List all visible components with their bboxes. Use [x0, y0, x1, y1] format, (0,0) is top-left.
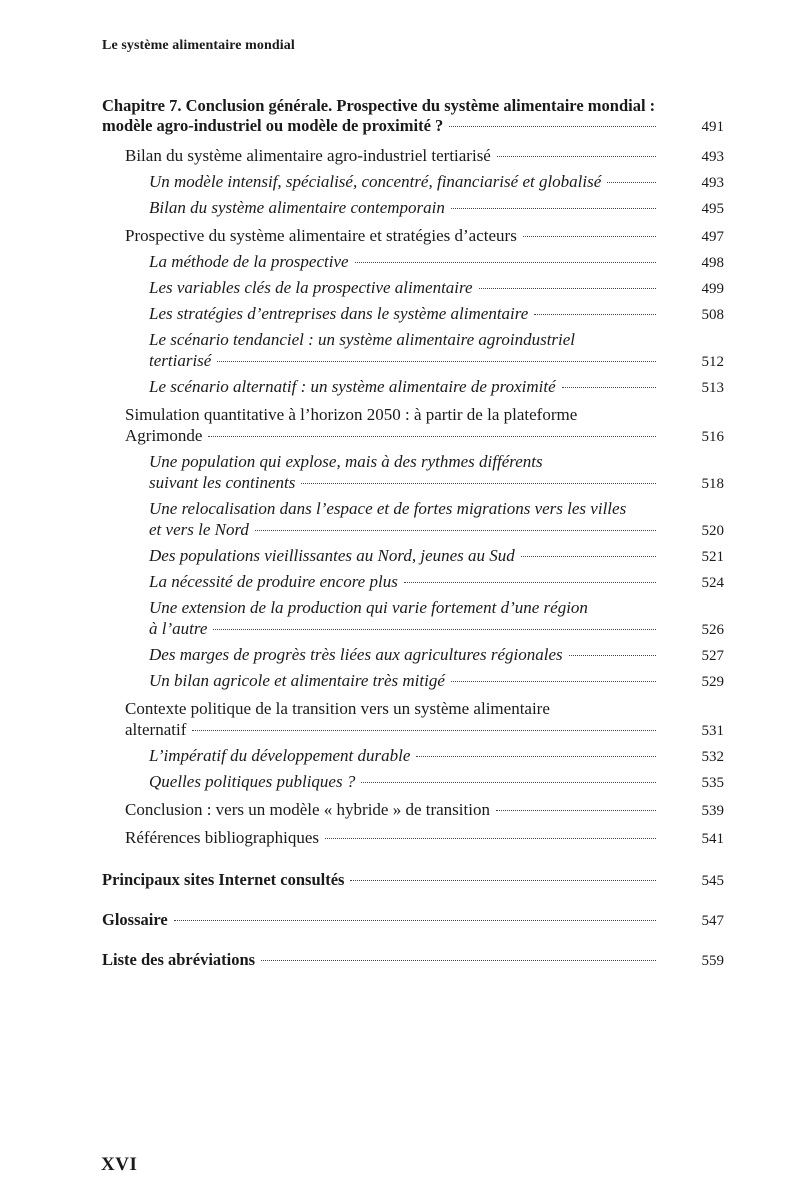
entry-page-number: 529 — [701, 674, 724, 690]
entry-title: suivant les continents — [149, 473, 296, 492]
table-of-contents — [102, 96, 724, 971]
entry-title: Les variables clés de la prospective alimentaire — [149, 278, 473, 297]
entry-page-number: 493 — [701, 175, 724, 191]
dot-leader — [416, 756, 656, 757]
entry-title: Références bibliographiques — [125, 828, 320, 847]
page-number: XVI — [101, 1154, 138, 1175]
entry-page-number: 498 — [701, 255, 724, 271]
entry-page-number: 513 — [701, 380, 724, 396]
entry-page-number: 524 — [701, 575, 724, 591]
chapter-title-line1: Chapitre 7. Conclusion générale. Prospective du système alimentaire mondial : — [102, 96, 656, 115]
entry-title: La nécessité de produire encore plus — [149, 572, 398, 591]
entry-title-line1: Une relocalisation dans l’espace et de fortes migrations vers les villes — [149, 499, 627, 518]
dot-leader — [325, 838, 656, 839]
entry-page-number: 526 — [701, 622, 724, 638]
toc-section-entry[interactable] — [102, 145, 724, 168]
toc-subsection-entry[interactable] — [102, 545, 724, 568]
entry-title: tertiarisé — [149, 351, 212, 370]
dot-leader — [361, 782, 656, 783]
toc-section-entry[interactable] — [102, 225, 724, 248]
entry-page-number: 531 — [701, 723, 724, 739]
toc-subsection-entry[interactable] — [102, 498, 724, 542]
entry-title: Quelles politiques publiques ? — [149, 772, 356, 791]
toc-section-entry[interactable] — [102, 827, 724, 850]
entry-title-line1: Le scénario tendanciel : un système alimentaire agroindustriel — [149, 330, 576, 349]
part-page-number: 545 — [701, 873, 724, 889]
part-page-number: 547 — [701, 913, 724, 929]
dot-leader — [569, 655, 656, 656]
toc-subsection-entry[interactable] — [102, 771, 724, 794]
entry-title: Conclusion : vers un modèle « hybride » de transition — [125, 800, 490, 819]
chapter-title-line2: modèle agro-industriel ou modèle de proximité ? — [102, 116, 444, 135]
entry-title: Prospective du système alimentaire et stratégies d’acteurs — [125, 226, 517, 245]
entry-page-number: 541 — [701, 831, 724, 847]
entry-page-number: 495 — [701, 201, 724, 217]
part-title: Liste des abréviations — [102, 950, 256, 969]
dot-leader — [497, 156, 656, 157]
toc-subsection-entry[interactable] — [102, 303, 724, 326]
part-page-number: 559 — [701, 953, 724, 969]
toc-subsection-entry[interactable] — [102, 376, 724, 399]
entry-page-number: 512 — [701, 354, 724, 370]
entry-title: et vers le Nord — [149, 520, 249, 539]
dot-leader — [174, 920, 656, 921]
entry-title-line1: Simulation quantitative à l’horizon 2050 : à partir de la plateforme — [125, 405, 578, 424]
entry-title: Bilan du système alimentaire agro-industriel tertiarisé — [125, 146, 491, 165]
toc-part-entry[interactable] — [102, 870, 724, 891]
toc-subsection-entry[interactable] — [102, 670, 724, 693]
entry-page-number: 532 — [701, 749, 724, 765]
entry-title: La méthode de la prospective — [149, 252, 349, 271]
entry-title: Les stratégies d’entreprises dans le système alimentaire — [149, 304, 529, 323]
entry-page-number: 539 — [701, 803, 724, 819]
toc-section-entry[interactable] — [102, 404, 724, 448]
entry-page-number: 520 — [701, 523, 724, 539]
entry-title: Le scénario alternatif : un système alimentaire de proximité — [149, 377, 556, 396]
toc-subsection-entry[interactable] — [102, 171, 724, 194]
part-title: Glossaire — [102, 910, 168, 929]
toc-subsection-entry[interactable] — [102, 644, 724, 667]
entry-title-line1: Contexte politique de la transition vers un système alimentaire — [125, 699, 550, 718]
entry-title: Des marges de progrès très liées aux agricultures régionales — [149, 645, 563, 664]
dot-leader — [192, 730, 656, 731]
dot-leader — [607, 182, 656, 183]
toc-section-entry[interactable] — [102, 799, 724, 822]
toc-subsection-entry[interactable] — [102, 597, 724, 641]
entry-title: L’impératif du développement durable — [149, 746, 411, 765]
dot-leader — [479, 288, 656, 289]
dot-leader — [451, 208, 656, 209]
dot-leader — [496, 810, 656, 811]
dot-leader — [451, 681, 656, 682]
toc-subsection-entry[interactable] — [102, 329, 724, 373]
dot-leader — [534, 314, 656, 315]
entry-page-number: 535 — [701, 775, 724, 791]
dot-leader — [217, 361, 656, 362]
entry-page-number: 521 — [701, 549, 724, 565]
entry-title: à l’autre — [149, 619, 208, 638]
entry-title: Un bilan agricole et alimentaire très mitigé — [149, 671, 445, 690]
entry-page-number: 497 — [701, 229, 724, 245]
dot-leader — [523, 236, 656, 237]
entry-title: Agrimonde — [125, 426, 203, 445]
entry-page-number: 527 — [701, 648, 724, 664]
dot-leader — [350, 880, 656, 881]
entry-title: Bilan du système alimentaire contemporain — [149, 198, 445, 217]
entry-page-number: 493 — [701, 149, 724, 165]
entry-title: alternatif — [125, 720, 187, 739]
toc-subsection-entry[interactable] — [102, 571, 724, 594]
dot-leader — [355, 262, 656, 263]
entry-title-line1: Une population qui explose, mais à des rythmes différents — [149, 452, 543, 471]
entry-page-number: 518 — [701, 476, 724, 492]
toc-section-entry[interactable] — [102, 698, 724, 742]
chapter-entry[interactable] — [102, 96, 724, 137]
entry-page-number: 516 — [701, 429, 724, 445]
toc-part-entry[interactable] — [102, 910, 724, 931]
entry-title-line1: Une extension de la production qui varie fortement d’une région — [149, 598, 588, 617]
toc-subsection-entry[interactable] — [102, 251, 724, 274]
dot-leader — [449, 126, 656, 127]
dot-leader — [213, 629, 656, 630]
toc-part-entry[interactable] — [102, 950, 724, 971]
dot-leader — [562, 387, 656, 388]
toc-subsection-entry[interactable] — [102, 277, 724, 300]
dot-leader — [404, 582, 656, 583]
dot-leader — [301, 483, 656, 484]
running-head: Le système alimentaire mondial — [102, 38, 295, 53]
entry-page-number: 508 — [701, 307, 724, 323]
dot-leader — [255, 530, 656, 531]
part-title: Principaux sites Internet consultés — [102, 870, 345, 889]
toc-subsection-entry[interactable] — [102, 197, 724, 220]
toc-subsection-entry[interactable] — [102, 745, 724, 768]
dot-leader — [261, 960, 656, 961]
entry-page-number: 499 — [701, 281, 724, 297]
entry-title: Des populations vieillissantes au Nord, jeunes au Sud — [149, 546, 515, 565]
toc-subsection-entry[interactable] — [102, 451, 724, 495]
entry-title: Un modèle intensif, spécialisé, concentré, financiarisé et globalisé — [149, 172, 602, 191]
chapter-page-number: 491 — [701, 119, 724, 135]
dot-leader — [521, 556, 656, 557]
dot-leader — [208, 436, 656, 437]
